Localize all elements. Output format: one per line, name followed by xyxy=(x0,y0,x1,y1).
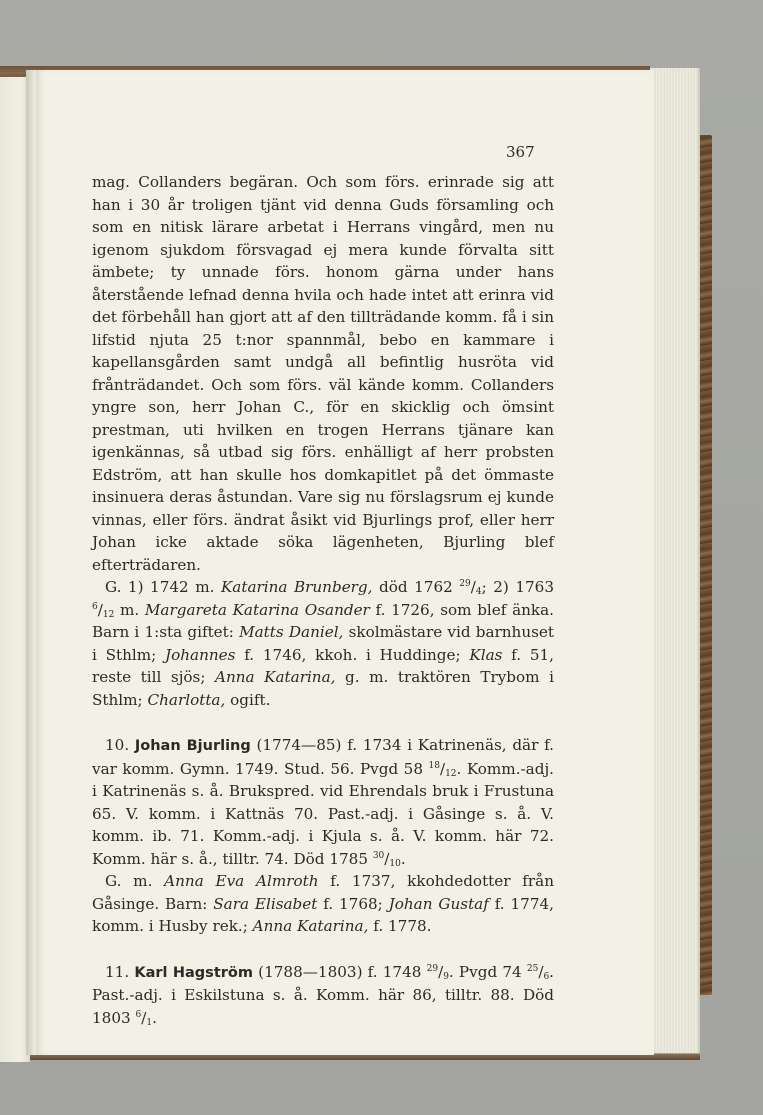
date-denominator: 12 xyxy=(102,609,115,620)
text-run: ; 2) 1763 xyxy=(481,578,554,596)
text-run: . xyxy=(152,1008,157,1027)
name-italic: Johan Gustaf xyxy=(388,894,489,913)
text-run: f. 1746, kkoh. i Huddinge; xyxy=(235,645,470,664)
date-numerator: 30 xyxy=(372,850,385,861)
name-italic: Klas xyxy=(469,645,503,664)
text-run: död 1762 xyxy=(372,578,460,596)
page-text xyxy=(92,143,554,1029)
text-run: f. 1778. xyxy=(368,917,432,935)
text-run: skolmästare vid barnhuset i Sthlm; xyxy=(92,623,554,664)
name-italic: Katarina Brunberg, xyxy=(220,578,373,596)
date-numerator: 18 xyxy=(428,760,440,771)
text-run: (1774—85) f. 1734 i Katrinenäs, där f. var komm. Gymn. 1749. Stud. 56. Pvgd 58 xyxy=(92,736,554,778)
text-run: f. 1768; xyxy=(317,894,389,913)
text-run: g. m. traktören Trybom i Sthlm; xyxy=(92,668,554,709)
date-numerator: 6 xyxy=(135,1009,142,1020)
text-run: ogift. xyxy=(225,690,271,709)
name-italic: Charlotta, xyxy=(147,690,226,709)
date-denominator: 9 xyxy=(443,971,449,982)
entry-number: 11. xyxy=(105,962,135,981)
name-italic: Margareta Katarina Osander xyxy=(144,600,370,619)
section-gap xyxy=(92,711,554,734)
paragraph-collander-family: G. 1) 1742 m. Katarina Brunberg, död 1762 $^{29}/_4$; 2) 1763 $^6/_{12}$ m. Margareta Katarina Osander f. 1726, som blef änka. Barn i 1:sta giftet: Matts Daniel, skolmästare vid barnhuset i Sthlm; Johannes f. 1746, kkoh. i Huddinge; Klas f. 51, reste till sjös; Anna Katarina, g. m. traktören Trybom i Sthlm; Charlotta, ogift. xyxy=(92,578,554,709)
date-numerator: 25 xyxy=(526,963,539,974)
text-run: f. 51, reste till sjös; xyxy=(92,645,554,686)
spine-shadow xyxy=(26,70,36,1055)
text-run: . Pvgd 74 xyxy=(448,962,527,981)
date-denominator: 6 xyxy=(543,971,550,982)
paragraph-collander: mag. Collanders begäran. Och som förs. erinrade sig att han i 30 år troligen tjänt vid denna Guds församling och som en nitisk lärare arbetat i Herrans vingård, men nu igenom sjukdom försvagad ej mera kunde förvalta sitt ämbete; ty unnade förs. honom gärna under hans återstående lefnad denna hvila och hade intet att erinra vid det förbehåll han gjort att af den tillträdande komm. få i sin lifstid njuta 25 t:nor spannmål, bebo en kammare i kapellansgården samt undgå all befintlig husröta vid frånträdandet. Och som förs. väl kände komm. Collanders yngre son, herr Johan C., för en skicklig och ömsint prestman, uti hvilken en trogen Herrans tjänare kan igenkännas, så utbad sig förs. enhälligt af herr probsten Edström, att han skulle hos domkapitlet på det ömmaste insinuera deras åstundan. Vare sig nu förslagsrum ej kunde vinnas, eller förs. ändrat åsikt vid Bjurlings prof, eller herr Johan icke aktade söka lägenheten, Bjurling blef efterträdaren. xyxy=(92,173,554,574)
page-stack-edge xyxy=(648,68,700,1053)
text-run: . Past.-adj. i Eskilstuna s. å. Komm. här 86, tilltr. 88. Död 1803 xyxy=(92,962,554,1027)
entry-number: 10. xyxy=(105,736,135,754)
text-run: (1788—1803) f. 1748 xyxy=(252,962,427,981)
name-italic: Anna Katarina, xyxy=(215,668,336,686)
date-numerator: 6 xyxy=(92,601,98,612)
date-denominator: 10 xyxy=(389,858,401,869)
date-numerator: 29 xyxy=(459,579,471,589)
entry-name: Karl Hagström xyxy=(134,964,253,981)
name-italic: Matts Daniel, xyxy=(239,623,344,641)
entry-name: Johan Bjurling xyxy=(134,738,251,754)
page-number: 367 xyxy=(506,143,535,161)
text-run: f. 1726, som blef änka. Barn i 1:sta giftet: xyxy=(92,600,554,641)
date-denominator: 4 xyxy=(475,587,482,597)
date-denominator: 12 xyxy=(445,768,457,779)
text-run: f. 1737, kkohdedotter från Gåsinge. Barn: xyxy=(92,872,555,913)
name-italic: Anna Katarina, xyxy=(252,917,369,935)
name-italic: Sara Elisabet xyxy=(213,894,318,913)
name-italic: Johannes xyxy=(165,645,236,664)
text-run: G. m. xyxy=(105,872,165,890)
text-run: G. 1) 1742 m. xyxy=(105,578,221,596)
text-run: f. 1774, komm. i Husby rek.; xyxy=(92,894,554,935)
section-gap xyxy=(92,938,554,961)
text-run: . xyxy=(400,849,406,868)
text-run: m. xyxy=(114,600,145,619)
text-run: . Komm.-adj. i Katrinenäs s. å. Brukspred. vid Ehrendals bruk i Frustuna 65. V. komm. i Kattnäs 70. Past.-adj. i Gåsinge s. å. V. komm. ib. 71. Komm.-adj. i Kjula s. å. V. komm. här 72. Komm. här s. å., tilltr. 74. Död 1785 xyxy=(92,759,554,868)
entry-johan-bjurling: 10. Johan Bjurling (1774—85) f. 1734 i Katrinenäs, där f. var komm. Gymn. 1749. Stud. 56. Pvgd 58 $^{18}/_{12}$. Komm.-adj. i Katrinenäs s. å. Brukspred. vid Ehrendals bruk i Frustuna 65. V. komm. i Kattnäs 70. Past.-adj. i Gåsinge s. å. V. komm. ib. 71. Komm.-adj. i Kjula s. å. V. komm. här 72. Komm. här s. å., tilltr. 74. Död 1785 $^{30}/_{10}$. xyxy=(92,736,554,869)
name-italic: Anna Eva Almroth xyxy=(164,872,319,890)
date-denominator: 1 xyxy=(146,1017,153,1028)
entry-karl-hagstrom: 11. Karl Hagström (1788—1803) f. 1748 $^{29}/_9$. Pvgd 74 $^{25}/_6$. Past.-adj. i Eskilstuna s. å. Komm. här 86, tilltr. 88. Död 1803 $^6/_1$. xyxy=(92,962,554,1028)
date-numerator: 29 xyxy=(426,963,439,974)
paragraph-bjurling-family xyxy=(92,870,554,938)
